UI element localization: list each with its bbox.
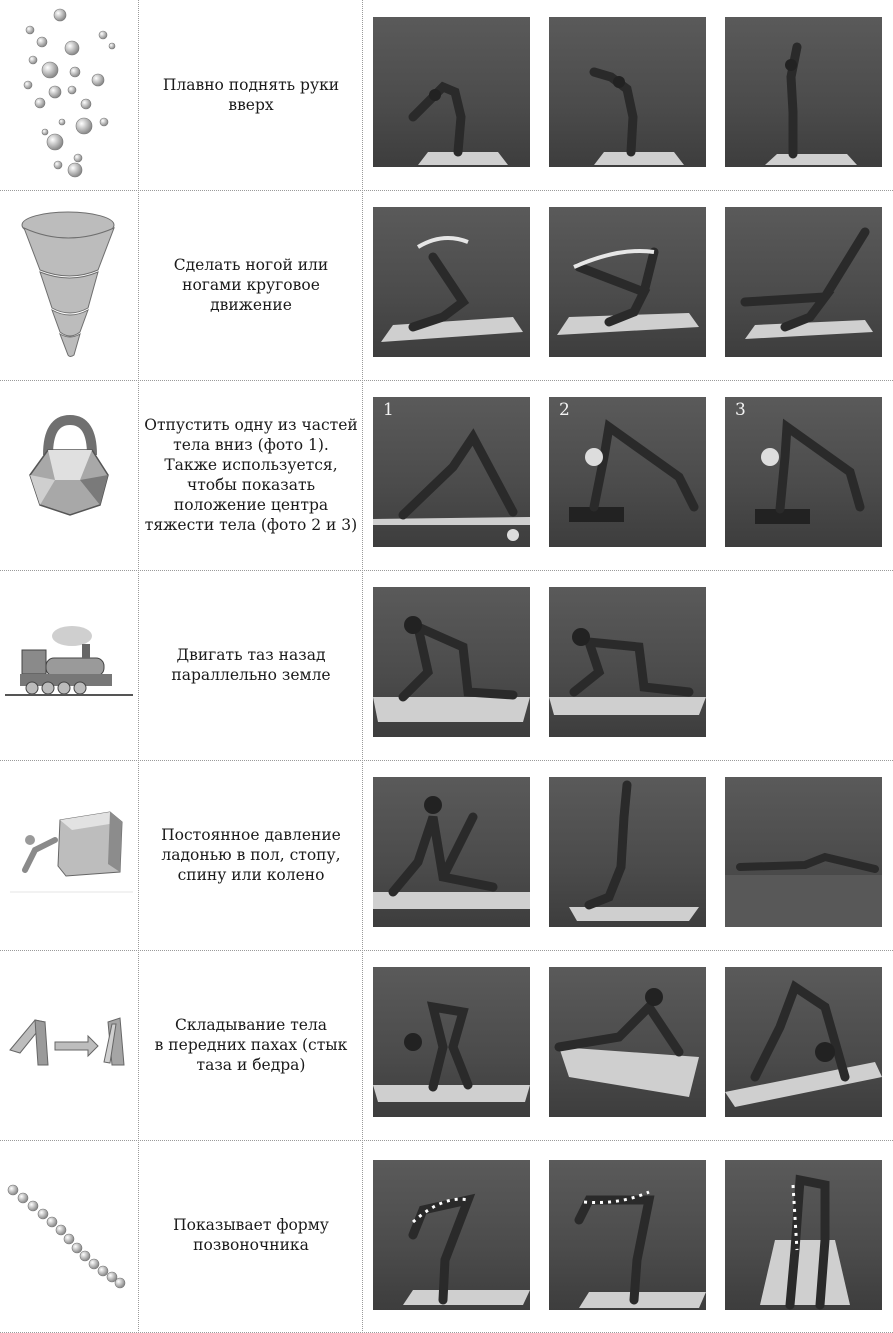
table-row — [0, 380, 893, 571]
instruction-caption: Отпустить одну из частей тела вниз (фото 1). Также используется, чтобы показать положение центра тяжести тела (фото 2 и 3) — [144, 416, 358, 534]
spine-beads-icon — [0, 1140, 138, 1330]
pose-photo — [373, 17, 530, 167]
folding-icon — [0, 950, 138, 1140]
pose-photo — [725, 397, 882, 547]
tornado-icon — [0, 190, 138, 380]
pose-photo — [549, 967, 706, 1117]
instruction-caption: Плавно поднять руки вверх — [162, 76, 340, 114]
pose-photo — [373, 967, 530, 1117]
bubbles-icon — [0, 0, 138, 190]
pose-photo — [373, 397, 530, 547]
pose-photo — [725, 967, 882, 1117]
table-row — [0, 760, 893, 951]
photo-number: 1 — [383, 400, 394, 420]
pose-photo — [725, 1160, 882, 1310]
instruction-text — [140, 570, 362, 760]
pushing-box-icon — [0, 760, 138, 950]
instruction-text — [140, 950, 362, 1140]
pose-photo — [373, 777, 530, 927]
pose-photo — [549, 777, 706, 927]
table-row — [0, 570, 893, 761]
photo-number: 3 — [735, 400, 746, 420]
pose-photo — [549, 17, 706, 167]
instruction-text — [140, 380, 362, 570]
instruction-text — [140, 0, 362, 190]
instruction-caption: Постоянное давление ладонью в пол, стопу, спину или колено — [161, 826, 341, 884]
pose-photo — [549, 587, 706, 737]
locomotive-icon — [0, 570, 138, 760]
kettlebell-icon — [0, 380, 138, 570]
instruction-text — [140, 1140, 362, 1330]
table-row — [0, 1140, 893, 1333]
instruction-caption: Складывание тела в передних пахах (стык таза и бедра) — [154, 1016, 348, 1074]
instruction-caption: Двигать таз назад параллельно земле — [171, 646, 331, 684]
pose-photo — [373, 1160, 530, 1310]
pose-photo — [373, 207, 530, 357]
pose-photo — [373, 587, 530, 737]
photo-number: 2 — [559, 400, 570, 420]
pose-photo — [549, 207, 706, 357]
table-row — [0, 950, 893, 1141]
instruction-caption: Сделать ногой или ногами круговое движение — [173, 256, 329, 314]
pose-photo — [725, 777, 882, 927]
table-row — [0, 190, 893, 381]
pose-photo — [549, 397, 706, 547]
instruction-text — [140, 190, 362, 380]
instruction-text — [140, 760, 362, 950]
table-row — [0, 0, 893, 191]
pose-photo — [725, 207, 882, 357]
instruction-caption: Показывает форму позвоночника — [173, 1216, 329, 1254]
pose-photo — [549, 1160, 706, 1310]
pose-photo — [725, 17, 882, 167]
